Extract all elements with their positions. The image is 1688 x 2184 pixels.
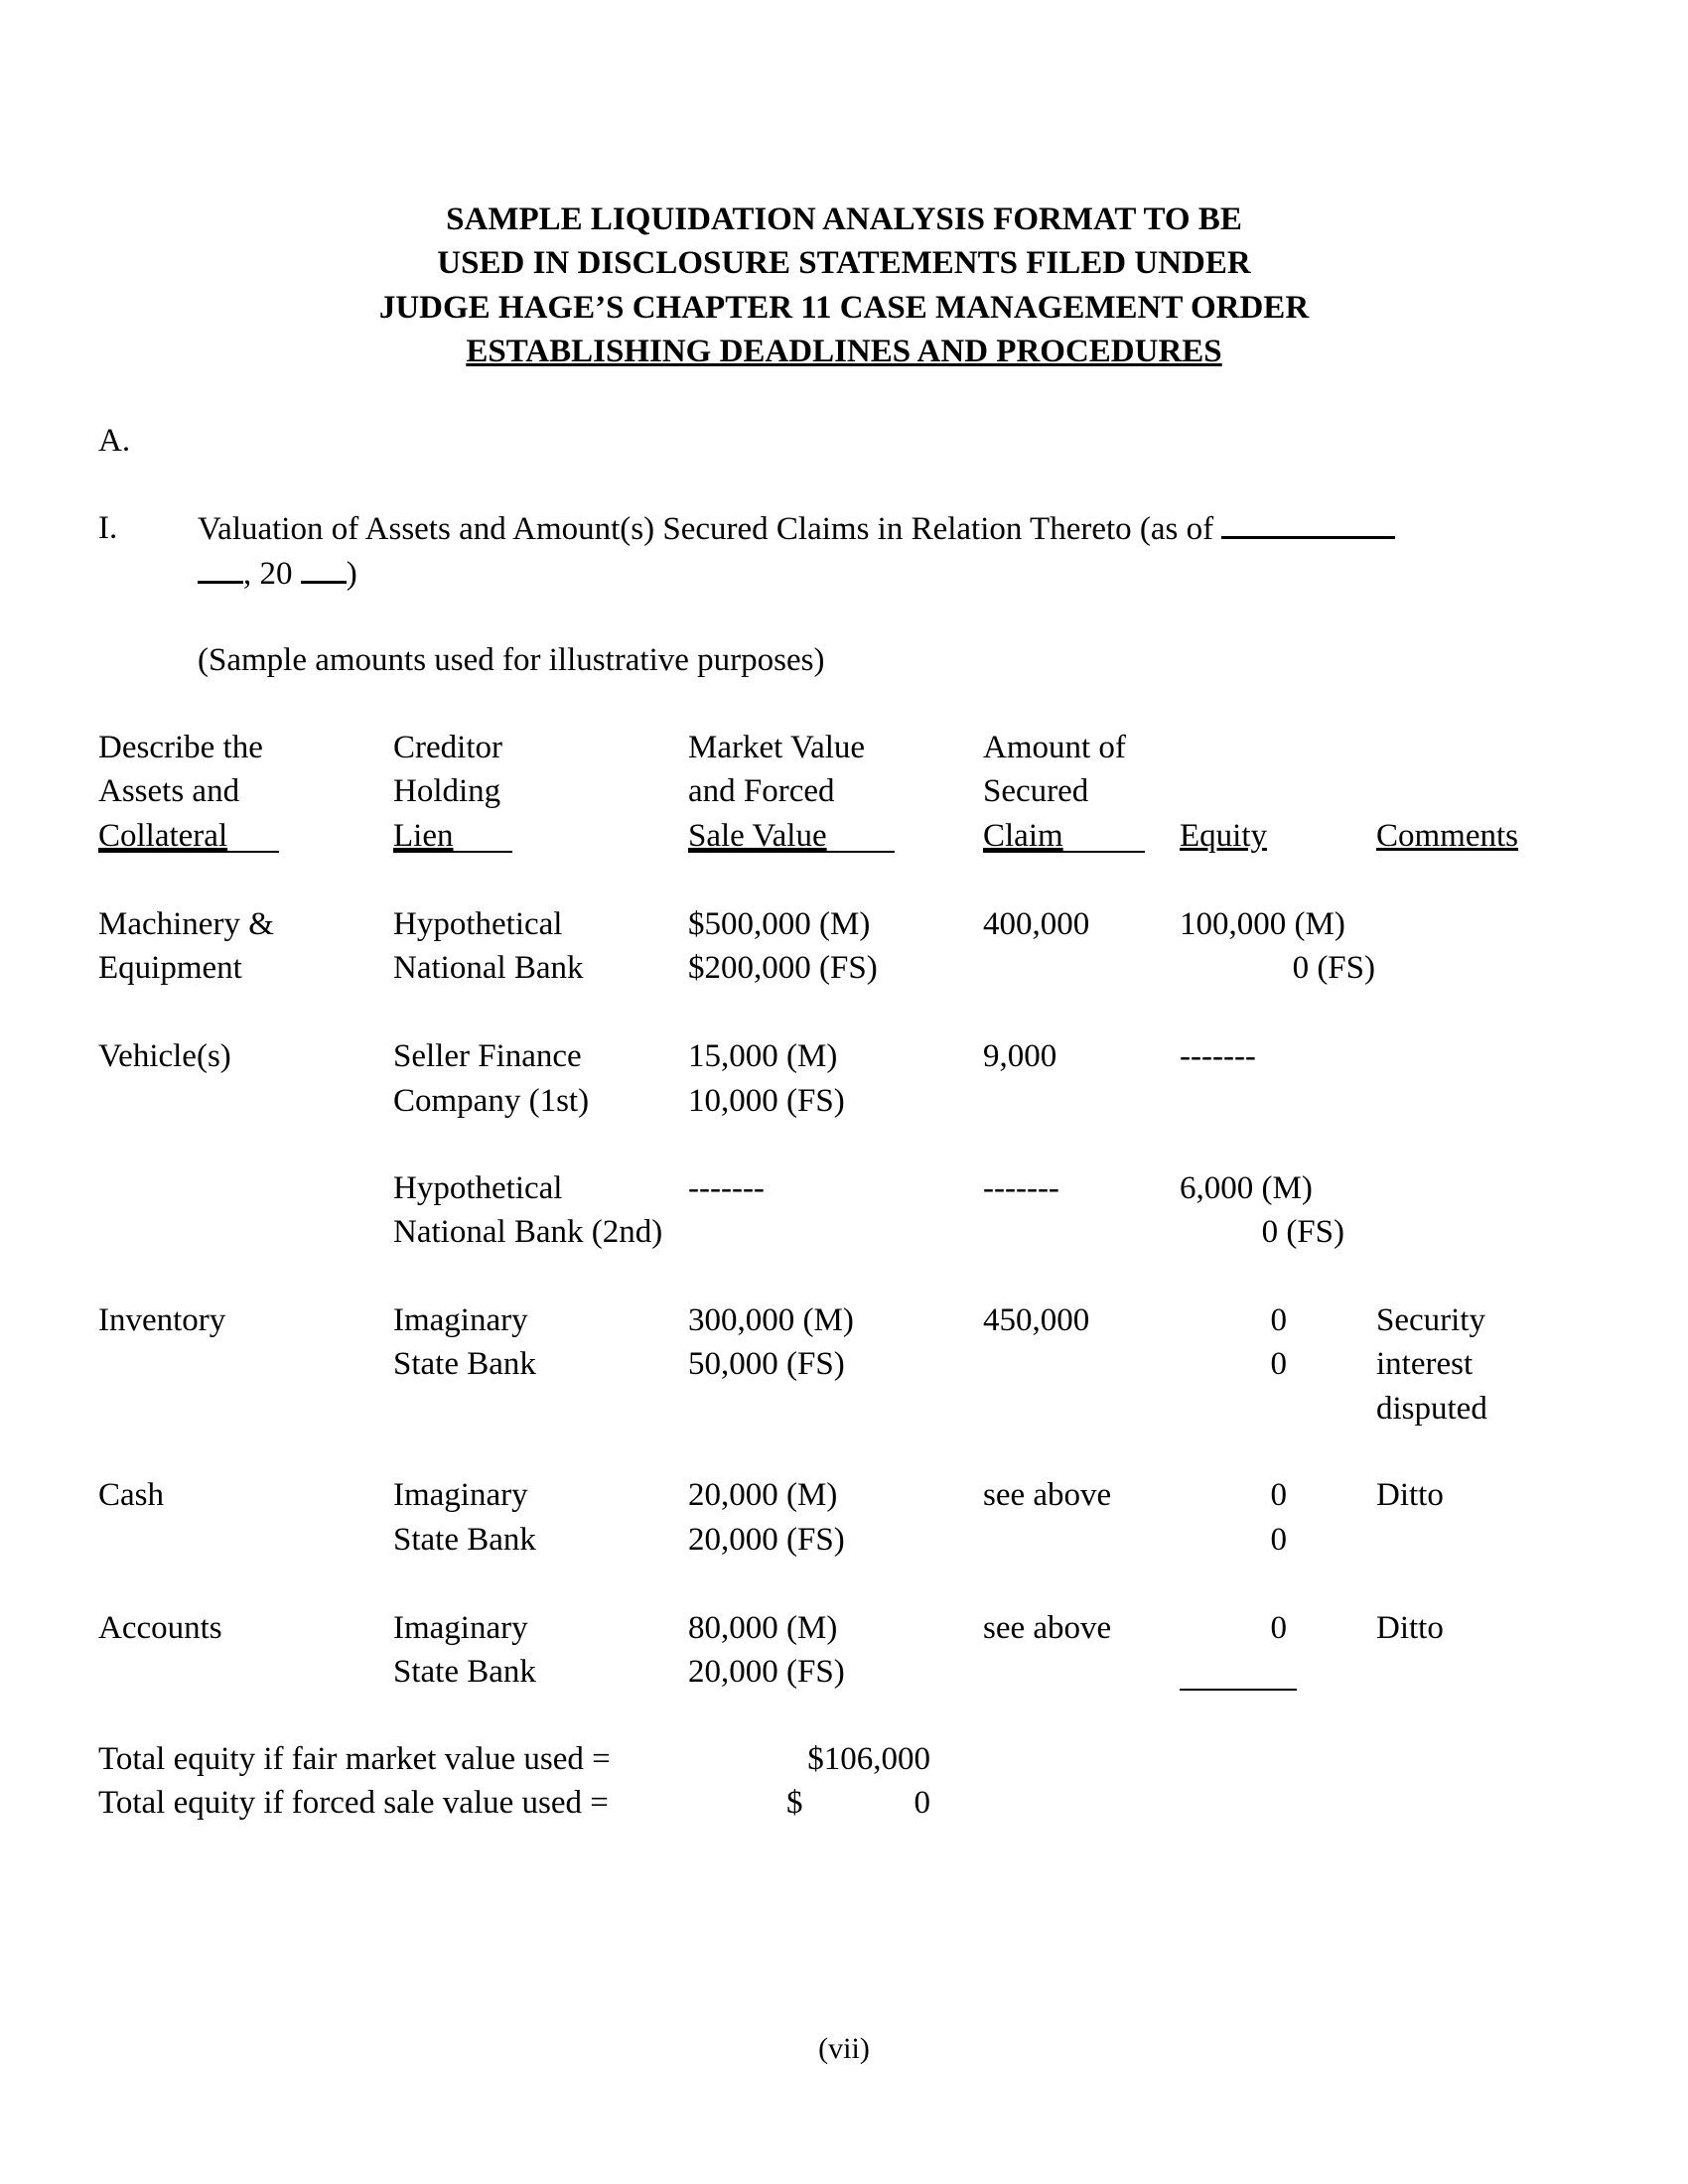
- section-a: A.: [98, 423, 131, 459]
- row-comment: Security: [1376, 1302, 1485, 1338]
- row-asset: Machinery &: [98, 906, 274, 942]
- row-equity: 0: [1270, 1522, 1287, 1558]
- total-fs-currency: $: [786, 1785, 803, 1821]
- row-asset: Cash: [98, 1477, 164, 1513]
- row-creditor: Hypothetical: [393, 1170, 563, 1206]
- row-claim: -------: [983, 1170, 1059, 1206]
- total-fmv-value: $106,000: [807, 1741, 930, 1777]
- row-value: $200,000 (FS): [688, 950, 878, 986]
- total-fs-label: Total equity if forced sale value used =: [98, 1785, 609, 1821]
- row-equity: 6,000 (M): [1180, 1170, 1313, 1206]
- title-line-4: ESTABLISHING DEADLINES AND PROCEDURES: [466, 334, 1222, 369]
- row-asset: Inventory: [98, 1302, 226, 1338]
- row-creditor: Imaginary: [393, 1302, 528, 1338]
- header-assets: Describe the: [98, 730, 263, 765]
- row-claim: 450,000: [983, 1302, 1090, 1338]
- year-blank[interactable]: [301, 551, 347, 584]
- row-comment: Ditto: [1376, 1477, 1444, 1513]
- row-equity: 0: [1270, 1477, 1287, 1513]
- header-value: and Forced: [688, 773, 835, 809]
- title-line-2: USED IN DISCLOSURE STATEMENTS FILED UNDER: [437, 245, 1251, 281]
- row-creditor: Imaginary: [393, 1477, 528, 1513]
- row-value: 20,000 (FS): [688, 1522, 845, 1558]
- total-fs-value: 0: [914, 1785, 930, 1821]
- row-creditor: State Bank: [393, 1522, 536, 1558]
- total-fmv-label: Total equity if fair market value used =: [98, 1741, 611, 1777]
- row-equity: 0: [1270, 1610, 1287, 1646]
- row-creditor: Seller Finance: [393, 1038, 582, 1074]
- row-creditor: Hypothetical: [393, 906, 563, 942]
- row-asset: Vehicle(s): [98, 1038, 231, 1074]
- row-value: 50,000 (FS): [688, 1346, 845, 1382]
- header-value: Market Value: [688, 730, 866, 765]
- row-value: 20,000 (M): [688, 1477, 838, 1513]
- row-creditor: Imaginary: [393, 1610, 528, 1646]
- row-value: $500,000 (M): [688, 906, 871, 942]
- row-comment: Ditto: [1376, 1610, 1444, 1646]
- section-i-heading: Valuation of Assets and Amount(s) Secured Claims in Relation Thereto (as of: [198, 506, 1395, 551]
- row-creditor: National Bank (2nd): [393, 1214, 663, 1250]
- row-creditor: State Bank: [393, 1346, 536, 1382]
- section-i-number: I.: [98, 510, 118, 546]
- sample-note: (Sample amounts used for illustrative purposes): [198, 642, 825, 678]
- header-comments: Comments: [1376, 818, 1519, 854]
- row-claim: 400,000: [983, 906, 1090, 942]
- row-value: 80,000 (M): [688, 1610, 838, 1646]
- equity-sum-rule: [1180, 1689, 1297, 1691]
- row-claim: 9,000: [983, 1038, 1057, 1074]
- title-line-1: SAMPLE LIQUIDATION ANALYSIS FORMAT TO BE: [446, 202, 1242, 237]
- header-creditor: Lien: [393, 818, 454, 854]
- row-claim: see above: [983, 1610, 1112, 1646]
- row-asset: Equipment: [98, 950, 242, 986]
- header-creditor: Creditor: [393, 730, 502, 765]
- row-value: 300,000 (M): [688, 1302, 854, 1338]
- row-value: 15,000 (M): [688, 1038, 838, 1074]
- row-claim: see above: [983, 1477, 1112, 1513]
- header-equity: Equity: [1180, 818, 1267, 854]
- header-value: Sale Value: [688, 818, 827, 854]
- row-value: 20,000 (FS): [688, 1654, 845, 1690]
- row-comment: disputed: [1376, 1391, 1487, 1427]
- row-comment: interest: [1376, 1346, 1474, 1382]
- title-line-3: JUDGE HAGE’S CHAPTER 11 CASE MANAGEMENT ORDER: [378, 290, 1310, 326]
- row-equity: 0 (FS): [1261, 1214, 1344, 1250]
- row-equity: -------: [1180, 1038, 1256, 1074]
- day-blank[interactable]: [198, 551, 243, 584]
- header-assets: Assets and: [98, 773, 240, 809]
- header-claim: Secured: [983, 773, 1089, 809]
- row-asset: Accounts: [98, 1610, 222, 1646]
- date-blank[interactable]: [1221, 506, 1395, 539]
- header-assets: Collateral: [98, 818, 228, 854]
- row-equity: 0: [1270, 1302, 1287, 1338]
- row-equity: 100,000 (M): [1180, 906, 1345, 942]
- row-value: -------: [688, 1170, 765, 1206]
- row-value: 10,000 (FS): [688, 1083, 845, 1119]
- row-equity: 0 (FS): [1292, 950, 1375, 986]
- header-creditor: Holding: [393, 773, 501, 809]
- row-equity: 0: [1270, 1346, 1287, 1382]
- row-creditor: National Bank: [393, 950, 584, 986]
- page-number: (vii): [818, 2032, 870, 2065]
- header-claim: Amount of: [983, 730, 1126, 765]
- row-creditor: State Bank: [393, 1654, 536, 1690]
- row-creditor: Company (1st): [393, 1083, 590, 1119]
- section-i-date: , 20 ): [198, 551, 357, 596]
- header-claim: Claim: [983, 818, 1063, 854]
